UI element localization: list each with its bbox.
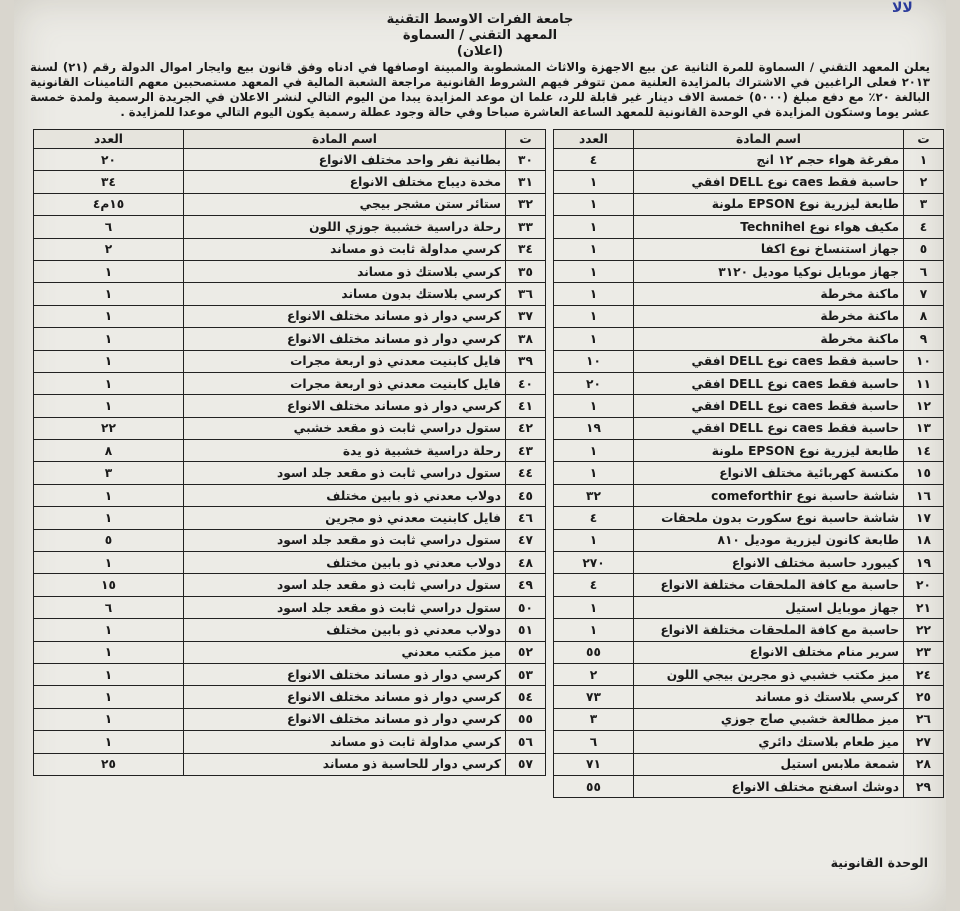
item-number: ٤٧	[506, 529, 546, 551]
table-row	[554, 552, 944, 574]
document-header	[14, 12, 946, 60]
institute-name: المعهد التقني / السماوة	[402, 28, 558, 43]
item-number: ١٢	[904, 395, 944, 417]
table-row	[34, 395, 546, 417]
item-quantity: ١	[554, 216, 634, 238]
item-quantity: ١	[554, 305, 634, 327]
item-name: فايل كابنيت معدني ذو مجرين	[184, 507, 506, 529]
item-quantity: ٦	[554, 731, 634, 753]
item-name: كرسي بلاستك ذو مساند	[184, 260, 506, 282]
item-name: كرسي دوار ذو مساند مختلف الانواع	[184, 663, 506, 685]
item-number: ٥٦	[506, 731, 546, 753]
table-row	[34, 529, 546, 551]
table-row	[34, 708, 546, 730]
item-name: فايل كابنيت معدني ذو اربعة مجرات	[184, 350, 506, 372]
item-number: ٥٣	[506, 663, 546, 685]
item-quantity: ٥٥	[554, 775, 634, 797]
item-number: ٣٦	[506, 283, 546, 305]
item-name: ميز مطالعة خشبي صاج جوزي	[634, 708, 904, 730]
table-row	[554, 619, 944, 641]
item-number: ٤٢	[506, 417, 546, 439]
item-number: ٦	[904, 260, 944, 282]
item-name: مكيف هواء نوع Technihel	[634, 216, 904, 238]
item-number: ٢٦	[904, 708, 944, 730]
item-name: بطانية نفر واحد مختلف الانواع	[184, 149, 506, 171]
item-quantity: ١٥	[34, 574, 184, 596]
table-row	[34, 507, 546, 529]
item-number: ٤٩	[506, 574, 546, 596]
item-quantity: ١	[34, 305, 184, 327]
item-name: طابعة ليزرية نوع EPSON ملونة	[634, 193, 904, 215]
item-name: جهاز استنساخ نوع اكفا	[634, 238, 904, 260]
item-name: ستول دراسي ثابت ذو مقعد خشبي	[184, 417, 506, 439]
item-name: حاسبة فقط caes نوع DELL افقي	[634, 350, 904, 372]
item-name: كرسي بلاستك ذو مساند	[634, 686, 904, 708]
table-row	[34, 440, 546, 462]
table-row	[554, 328, 944, 350]
item-number: ٣١	[506, 171, 546, 193]
item-quantity: ١	[554, 596, 634, 618]
item-name: شمعة ملابس استيل	[634, 753, 904, 775]
item-quantity: ٢٠	[554, 372, 634, 394]
item-number: ٣٧	[506, 305, 546, 327]
item-quantity: ٢	[554, 663, 634, 685]
item-quantity: ٥	[34, 529, 184, 551]
item-quantity: ١٥م٤	[34, 193, 184, 215]
item-quantity: ١	[34, 641, 184, 663]
item-quantity: ٣	[34, 462, 184, 484]
item-name: دولاب معدني ذو بابين مختلف	[184, 552, 506, 574]
item-number: ٥٢	[506, 641, 546, 663]
table-row	[554, 708, 944, 730]
item-quantity: ٦	[34, 596, 184, 618]
item-number: ٩	[904, 328, 944, 350]
item-name: دولاب معدني ذو بابين مختلف	[184, 619, 506, 641]
table-row	[34, 686, 546, 708]
table-row	[34, 372, 546, 394]
table-row	[554, 193, 944, 215]
items-tables	[34, 129, 944, 837]
item-number: ١٥	[904, 462, 944, 484]
item-number: ١٤	[904, 440, 944, 462]
table-row	[34, 753, 546, 775]
item-name: حاسبة مع كافة الملحقات مختلفة الانواع	[634, 619, 904, 641]
col-header-name: اسم المادة	[634, 130, 904, 149]
table-row	[554, 641, 944, 663]
table-row	[34, 462, 546, 484]
table-row	[554, 372, 944, 394]
table-row	[554, 686, 944, 708]
item-name: رحلة دراسية خشبية جوزي اللون	[184, 216, 506, 238]
item-number: ٥١	[506, 619, 546, 641]
document-page	[14, 0, 946, 911]
item-name: ستول دراسي ثابت ذو مقعد جلد اسود	[184, 596, 506, 618]
item-number: ٤٣	[506, 440, 546, 462]
item-number: ١٨	[904, 529, 944, 551]
item-name: كرسي دوار ذو مساند مختلف الانواع	[184, 708, 506, 730]
table-row	[34, 149, 546, 171]
item-number: ١٠	[904, 350, 944, 372]
item-quantity: ١	[554, 328, 634, 350]
item-quantity: ١	[34, 686, 184, 708]
item-number: ٢١	[904, 596, 944, 618]
items-table-left	[33, 129, 546, 776]
table-row	[34, 193, 546, 215]
table-row	[554, 417, 944, 439]
item-quantity: ١	[554, 260, 634, 282]
item-quantity: ١	[34, 283, 184, 305]
item-quantity: ٦	[34, 216, 184, 238]
table-header-row	[34, 130, 546, 149]
item-quantity: ٥٥	[554, 641, 634, 663]
item-name: كرسي مداولة ثابت ذو مساند	[184, 238, 506, 260]
item-name: كيبورد حاسبة مختلف الانواع	[634, 552, 904, 574]
table-row	[34, 417, 546, 439]
table-row	[554, 395, 944, 417]
table-row	[554, 753, 944, 775]
table-row	[34, 305, 546, 327]
table-row	[34, 596, 546, 618]
legal-unit-signature: الوحدة القانونية	[830, 855, 928, 870]
item-name: حاسبة فقط caes نوع DELL افقي	[634, 417, 904, 439]
table-row	[554, 663, 944, 685]
item-quantity: ٣٢	[554, 484, 634, 506]
item-number: ٤٤	[506, 462, 546, 484]
item-quantity: ٢٥	[34, 753, 184, 775]
item-number: ٤٠	[506, 372, 546, 394]
item-quantity: ١	[34, 350, 184, 372]
item-quantity: ١	[554, 193, 634, 215]
item-quantity: ٢٧٠	[554, 552, 634, 574]
item-quantity: ١	[34, 484, 184, 506]
table-row	[554, 149, 944, 171]
item-number: ١٧	[904, 507, 944, 529]
item-number: ٥٧	[506, 753, 546, 775]
table-row	[554, 440, 944, 462]
col-header-num: ت	[506, 130, 546, 149]
notice-label: (اعلان)	[456, 44, 504, 59]
item-number: ١٩	[904, 552, 944, 574]
col-header-num: ت	[904, 130, 944, 149]
item-quantity: ١	[34, 552, 184, 574]
item-quantity: ١	[34, 708, 184, 730]
item-name: طابعة كانون ليزرية موديل ٨١٠	[634, 529, 904, 551]
item-name: مكنسة كهربائية مختلف الانواع	[634, 462, 904, 484]
item-name: ميز طعام بلاستك دائري	[634, 731, 904, 753]
item-number: ٥٥	[506, 708, 546, 730]
table-row	[554, 731, 944, 753]
table-row	[34, 328, 546, 350]
item-number: ٣٨	[506, 328, 546, 350]
item-quantity: ١	[34, 619, 184, 641]
item-quantity: ١	[34, 395, 184, 417]
table-row	[34, 260, 546, 282]
table-row	[554, 529, 944, 551]
item-quantity: ١	[34, 731, 184, 753]
table-row	[34, 731, 546, 753]
item-number: ٨	[904, 305, 944, 327]
item-quantity: ١	[554, 283, 634, 305]
table-row	[34, 171, 546, 193]
item-number: ٣٢	[506, 193, 546, 215]
item-number: ٢٥	[904, 686, 944, 708]
item-number: ٢٠	[904, 574, 944, 596]
item-number: ٢٩	[904, 775, 944, 797]
item-quantity: ٢٠	[34, 149, 184, 171]
item-quantity: ٤	[554, 574, 634, 596]
item-number: ٤١	[506, 395, 546, 417]
item-name: حاسبة فقط caes نوع DELL افقي	[634, 395, 904, 417]
item-quantity: ٤	[554, 149, 634, 171]
item-name: كرسي دوار ذو مساند مختلف الانواع	[184, 686, 506, 708]
intro-paragraph: يعلن المعهد التقني / السماوة للمرة الثانية عن بيع الاجهزة والاثاث المشطوبة والمبينة اوصافها في ادناه وفق قانون بيع وايجار اموال الدولة رقم (٢١) لسنة ٢٠١٣ فعلى الراغبين في الاشتراك بالمزايدة العلنية ممن تتوفر فيهم الشروط القانونية مراجعة الشعبة المالية في المعهد مستصحبين معهم التامينات القانونية البالغة ٢٠٪ مع دفع مبلغ (٥٠٠٠) خمسة الاف دينار غير قابلة للرد، علما ان موعد المزايدة يبدا من اليوم التالي لنشر الاعلان في الجريدة الرسمية ولمدة خمسة عشر يوما وستكون المزايدة في الوحدة القانونية للمعهد الساعة العاشرة صباحا وفي حالة وجود عطلة رسمية يكون اليوم التالي موعدا للمزايدة .	[30, 60, 931, 119]
item-name: حاسبة فقط caes نوع DELL افقي	[634, 372, 904, 394]
item-quantity: ١	[554, 440, 634, 462]
item-quantity: ٤	[554, 507, 634, 529]
item-quantity: ٢	[34, 238, 184, 260]
table-row	[34, 238, 546, 260]
item-name: ماكنة مخرطة	[634, 283, 904, 305]
table-row	[34, 484, 546, 506]
item-name: كرسي دوار للحاسبة ذو مساند	[184, 753, 506, 775]
item-name: شاشة حاسبة نوع comeforthir	[634, 484, 904, 506]
item-number: ٣٥	[506, 260, 546, 282]
table-header-row	[554, 130, 944, 149]
item-quantity: ٣٤	[34, 171, 184, 193]
item-name: ستول دراسي ثابت ذو مقعد جلد اسود	[184, 574, 506, 596]
item-name: شاشة حاسبة نوع سكورت بدون ملحقات	[634, 507, 904, 529]
item-quantity: ١	[34, 260, 184, 282]
item-quantity: ٢٢	[34, 417, 184, 439]
item-name: كرسي دوار ذو مساند مختلف الانواع	[184, 395, 506, 417]
table-row	[34, 574, 546, 596]
item-name: حاسبة فقط caes نوع DELL افقي	[634, 171, 904, 193]
table-row	[554, 775, 944, 797]
item-number: ٣٣	[506, 216, 546, 238]
table-row	[554, 305, 944, 327]
item-number: ١٣	[904, 417, 944, 439]
col-header-qty: العدد	[554, 130, 634, 149]
item-number: ٢٤	[904, 663, 944, 685]
item-number: ٤٦	[506, 507, 546, 529]
item-name: ميز مكتب معدني	[184, 641, 506, 663]
item-quantity: ١	[34, 507, 184, 529]
item-number: ٥٠	[506, 596, 546, 618]
item-name: فايل كابنيت معدني ذو اربعة مجرات	[184, 372, 506, 394]
item-quantity: ١	[554, 238, 634, 260]
item-name: كرسي دوار ذو مساند مختلف الانواع	[184, 305, 506, 327]
items-table-right	[553, 129, 944, 798]
item-name: مخدة ديباج مختلف الانواع	[184, 171, 506, 193]
corner-mark: ﻻﻻ	[892, 0, 913, 16]
item-number: ٢٢	[904, 619, 944, 641]
item-name: جهاز موبايل استيل	[634, 596, 904, 618]
item-number: ٣	[904, 193, 944, 215]
item-name: طابعة ليزرية نوع EPSON ملونة	[634, 440, 904, 462]
item-name: ستول دراسي ثابت ذو مقعد جلد اسود	[184, 529, 506, 551]
item-name: كرسي دوار ذو مساند مختلف الانواع	[184, 328, 506, 350]
item-quantity: ١	[34, 328, 184, 350]
table-row	[34, 283, 546, 305]
item-quantity: ١	[554, 619, 634, 641]
item-quantity: ١	[34, 663, 184, 685]
item-quantity: ١	[34, 372, 184, 394]
table-row	[554, 462, 944, 484]
table-row	[34, 619, 546, 641]
item-number: ٥	[904, 238, 944, 260]
table-row	[34, 350, 546, 372]
item-number: ٤٥	[506, 484, 546, 506]
item-name: ميز مكتب خشبي ذو مجرين بيجي اللون	[634, 663, 904, 685]
item-name: ماكنة مخرطة	[634, 305, 904, 327]
item-number: ٧	[904, 283, 944, 305]
table-row	[34, 663, 546, 685]
item-number: ٢٨	[904, 753, 944, 775]
col-header-qty: العدد	[34, 130, 184, 149]
item-number: ٢	[904, 171, 944, 193]
item-name: كرسي مداولة ثابت ذو مساند	[184, 731, 506, 753]
item-quantity: ٣	[554, 708, 634, 730]
item-number: ١١	[904, 372, 944, 394]
item-quantity: ١	[554, 171, 634, 193]
table-row	[554, 238, 944, 260]
col-header-name: اسم المادة	[184, 130, 506, 149]
item-name: ماكنة مخرطة	[634, 328, 904, 350]
item-name: رحلة دراسية خشبية ذو يدة	[184, 440, 506, 462]
item-number: ٢٧	[904, 731, 944, 753]
table-row	[554, 484, 944, 506]
table-row	[554, 596, 944, 618]
item-name: جهاز موبايل نوكيا موديل ٣١٢٠	[634, 260, 904, 282]
item-number: ٢٣	[904, 641, 944, 663]
table-row	[554, 283, 944, 305]
item-number: ٤٨	[506, 552, 546, 574]
item-number: ٣٤	[506, 238, 546, 260]
item-name: ستول دراسي ثابت ذو مقعد جلد اسود	[184, 462, 506, 484]
item-number: ٤	[904, 216, 944, 238]
item-quantity: ١	[554, 395, 634, 417]
item-name: مفرغة هواء حجم ١٢ انج	[634, 149, 904, 171]
table-row	[554, 507, 944, 529]
item-quantity: ٧١	[554, 753, 634, 775]
item-quantity: ١٠	[554, 350, 634, 372]
table-row	[554, 171, 944, 193]
item-number: ١٦	[904, 484, 944, 506]
table-row	[34, 216, 546, 238]
item-number: ٣٩	[506, 350, 546, 372]
item-name: سرير منام مختلف الانواع	[634, 641, 904, 663]
item-number: ١	[904, 149, 944, 171]
item-name: ستائر ستن مشجر بيجي	[184, 193, 506, 215]
table-row	[554, 260, 944, 282]
table-row	[34, 552, 546, 574]
table-row	[554, 216, 944, 238]
item-quantity: ١	[554, 529, 634, 551]
table-row	[554, 350, 944, 372]
university-name: جامعة الفرات الاوسط التقنية	[386, 12, 574, 27]
item-name: دوشك اسفنج مختلف الانواع	[634, 775, 904, 797]
item-quantity: ٧٣	[554, 686, 634, 708]
item-name: دولاب معدني ذو بابين مختلف	[184, 484, 506, 506]
item-quantity: ١٩	[554, 417, 634, 439]
table-row	[34, 641, 546, 663]
item-number: ٣٠	[506, 149, 546, 171]
item-quantity: ٨	[34, 440, 184, 462]
item-name: حاسبة مع كافة الملحقات مختلفة الانواع	[634, 574, 904, 596]
item-number: ٥٤	[506, 686, 546, 708]
item-quantity: ١	[554, 462, 634, 484]
item-name: كرسي بلاستك بدون مساند	[184, 283, 506, 305]
table-row	[554, 574, 944, 596]
